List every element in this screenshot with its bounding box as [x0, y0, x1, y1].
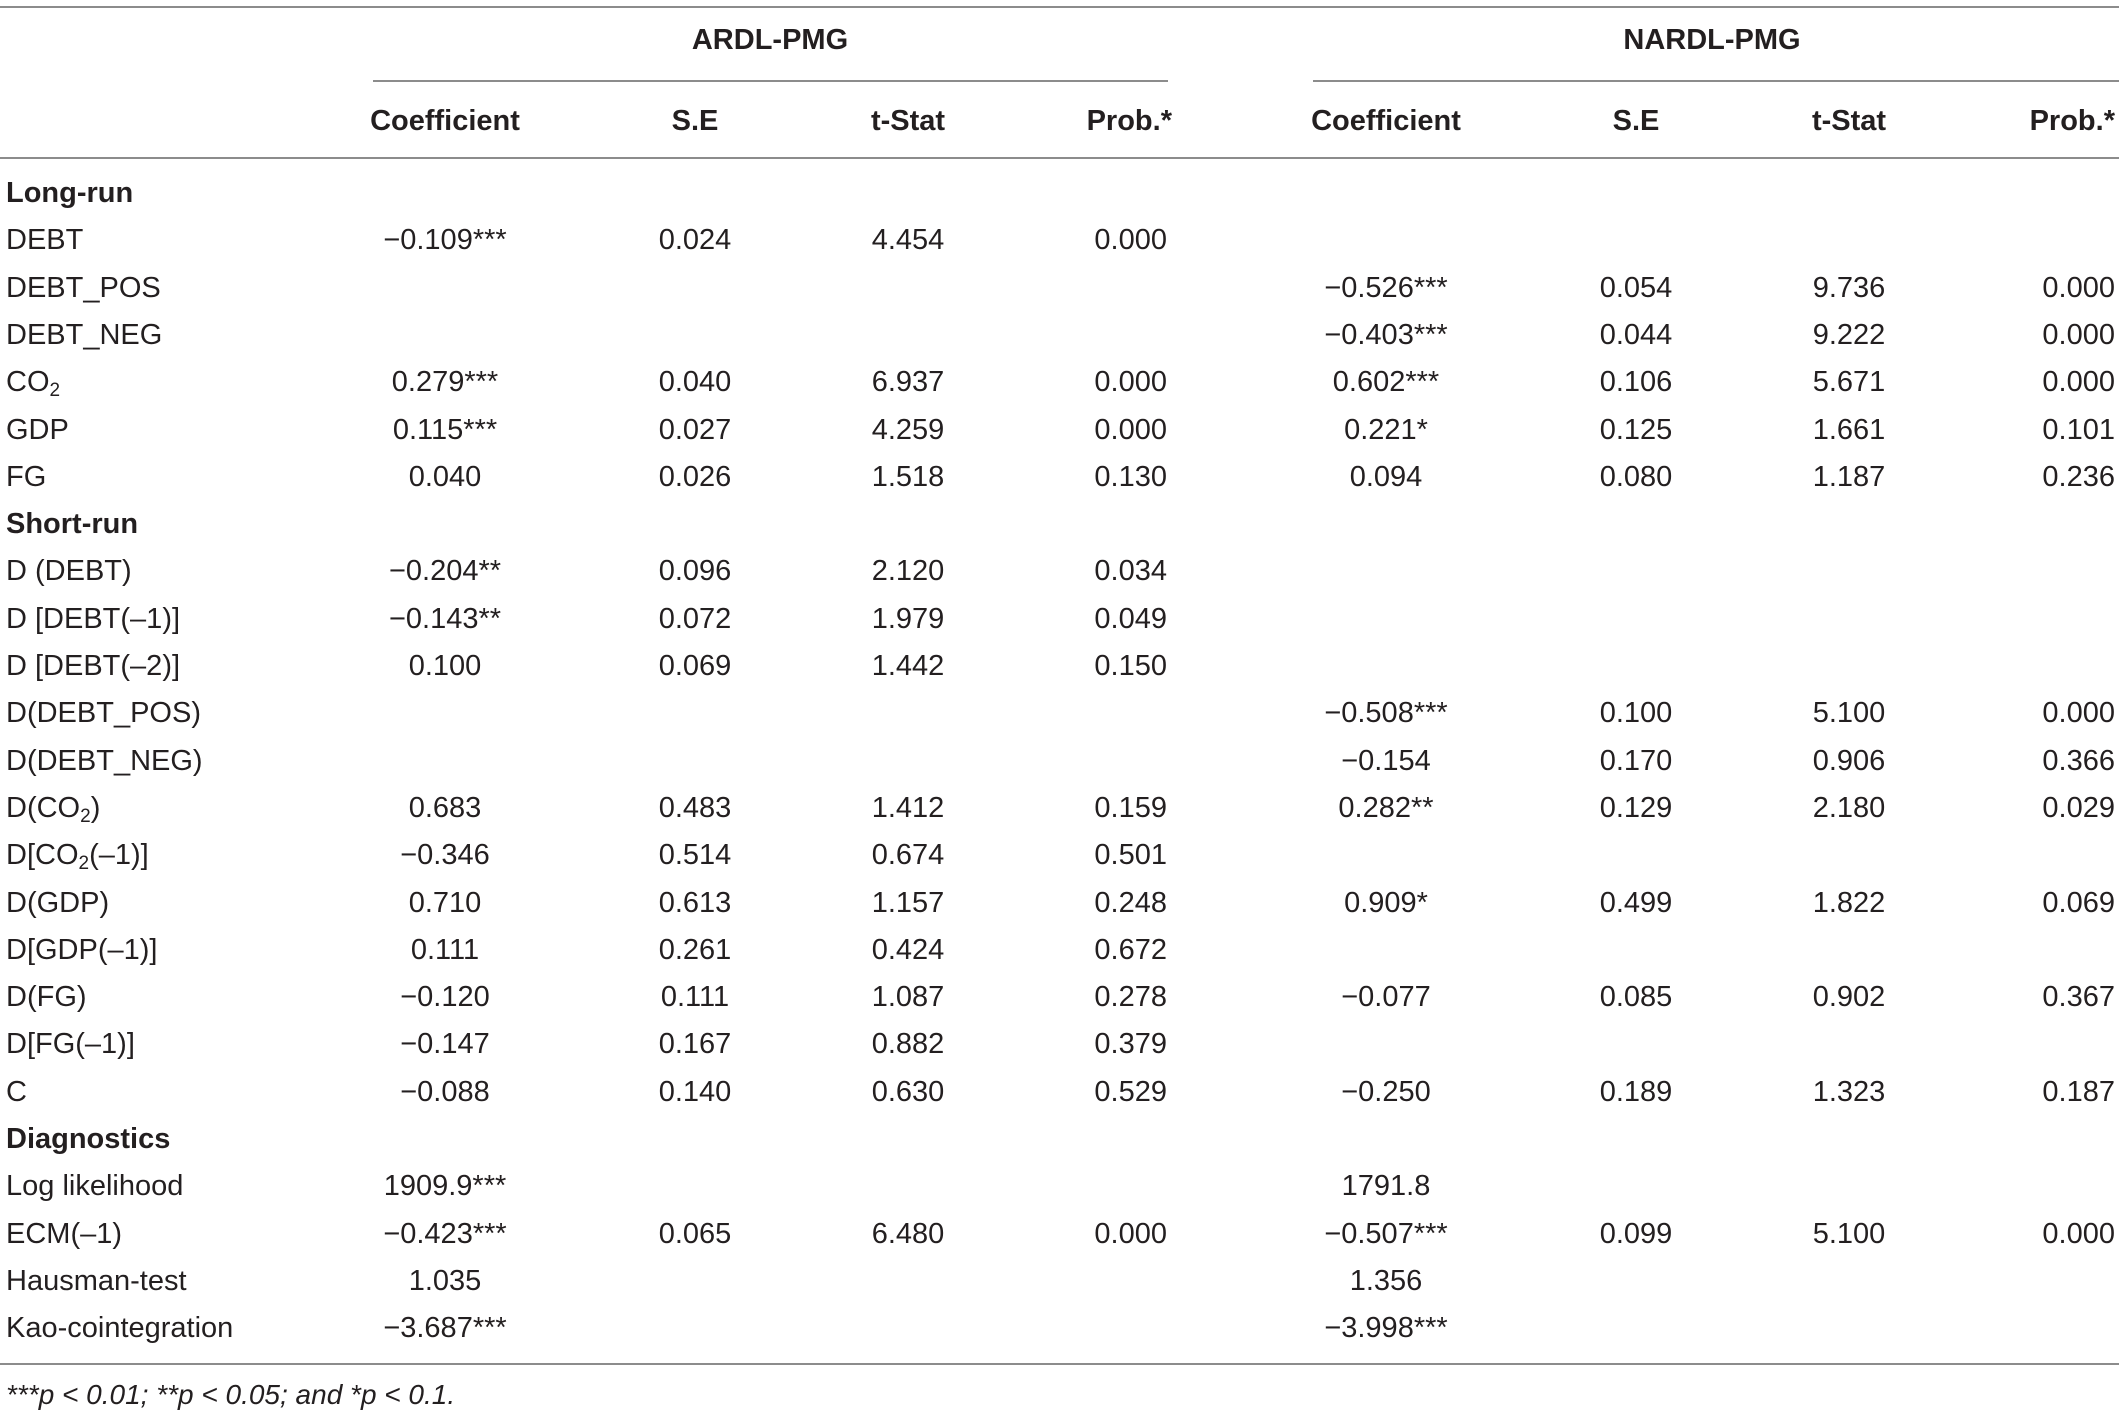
nardl-cell: −0.507*** [1324, 1217, 1448, 1250]
ardl-cell: 0.514 [658, 839, 732, 872]
row-label: D [DEBT(–2)] [6, 650, 181, 682]
row-label: DEBT_NEG [6, 318, 163, 351]
ardl-cell: 0.111 [410, 933, 480, 966]
nardl-cell: 5.100 [1812, 697, 1886, 730]
nardl-cell: 0.221* [1344, 413, 1428, 446]
row-label: D(DEBT_POS) [6, 697, 201, 730]
ardl-cell: 0.674 [871, 839, 945, 872]
ardl-cell: 0.710 [408, 886, 482, 919]
nardl-cell: −0.403*** [1324, 318, 1448, 351]
nardl-cell: 9.736 [1812, 271, 1886, 304]
nardl-cell: −0.154 [1341, 744, 1431, 777]
ardl-cell: −3.687*** [383, 1312, 507, 1345]
ardl-cell: 1.035 [408, 1264, 482, 1297]
ardl-cell: 0.529 [1094, 1075, 1167, 1108]
row-label [6, 838, 149, 875]
nardl-cell: 1.822 [1812, 886, 1886, 919]
ardl-cell: 0.040 [408, 460, 482, 493]
nardl-cell: 0.080 [1599, 460, 1673, 493]
row-label [6, 365, 61, 402]
ardl-cell: 0.261 [658, 933, 732, 966]
nardl-cell: 0.125 [1599, 413, 1673, 446]
row-label: D(FG) [6, 981, 87, 1014]
group-rule-nardl [1313, 80, 2119, 82]
ardl-cell: 0.111 [660, 981, 730, 1014]
ardl-cell: 0.140 [658, 1075, 732, 1108]
nardl-cell: 0.909* [1344, 886, 1428, 919]
ardl-cell: −0.346 [400, 839, 490, 872]
ardl-cell: −0.088 [400, 1075, 490, 1108]
row-label: D[FG(–1)] [6, 1028, 135, 1061]
nardl-cell: 0.106 [1599, 366, 1673, 399]
row-label: DEBT_POS [6, 271, 161, 304]
group-header-ardl: ARDL-PMG [691, 24, 849, 56]
nardl-cell: 1.187 [1812, 460, 1886, 493]
nardl-cell: 0.044 [1599, 318, 1673, 351]
ardl-cell: 1909.9*** [383, 1170, 507, 1203]
ardl-cell: 0.096 [658, 555, 732, 588]
nardl-cell: 5.671 [1812, 366, 1886, 399]
nardl-cell: 0.100 [1599, 697, 1673, 730]
top-rule [0, 6, 2119, 8]
row-label: GDP [6, 413, 69, 446]
col-header-nardl-prob: Prob.* [2029, 105, 2115, 137]
nardl-cell: 0.094 [1349, 460, 1423, 493]
nardl-cell: 0.129 [1599, 791, 1673, 824]
nardl-cell: −0.508*** [1324, 697, 1448, 730]
col-header-nardl-se: S.E [1612, 105, 1660, 137]
section-title: Diagnostics [6, 1123, 171, 1155]
nardl-cell: 0.602*** [1332, 366, 1440, 399]
ardl-cell: 1.087 [871, 981, 945, 1014]
ardl-cell: −0.204** [388, 555, 502, 588]
row-label: DEBT [6, 224, 84, 257]
nardl-cell: 1.323 [1812, 1075, 1886, 1108]
nardl-cell: 0.282** [1338, 791, 1434, 824]
ardl-cell: 0.379 [1094, 1028, 1167, 1061]
nardl-cell: 0.170 [1599, 744, 1673, 777]
col-header-ardl-se: S.E [671, 105, 719, 137]
nardl-cell: −0.077 [1341, 981, 1431, 1014]
header-rule [0, 157, 2119, 159]
nardl-cell: 0.367 [2042, 981, 2115, 1014]
ardl-cell: 0.130 [1094, 460, 1167, 493]
nardl-cell: 0.054 [1599, 271, 1673, 304]
ardl-cell: 1.157 [871, 886, 945, 919]
ardl-cell: 0.000 [1094, 224, 1167, 257]
nardl-cell: 0.000 [2042, 271, 2115, 304]
ardl-cell: −0.423*** [383, 1217, 507, 1250]
ardl-cell: 0.882 [871, 1028, 945, 1061]
nardl-cell: 0.085 [1599, 981, 1673, 1014]
nardl-cell: 2.180 [1812, 791, 1886, 824]
nardl-cell: 0.000 [2042, 318, 2115, 351]
nardl-cell: 0.069 [2042, 886, 2115, 919]
footnote: ***p < 0.01; **p < 0.05; and *p < 0.1. [6, 1379, 456, 1410]
ardl-cell: 0.040 [658, 366, 732, 399]
ardl-cell: 0.279*** [391, 366, 499, 399]
ardl-cell: 6.480 [871, 1217, 945, 1250]
row-label: D (DEBT) [6, 555, 132, 588]
col-header-ardl-tstat: t-Stat [870, 105, 946, 137]
ardl-cell: 1.518 [871, 460, 945, 493]
ardl-cell: 2.120 [871, 555, 945, 588]
section-title: Long-run [6, 177, 134, 209]
ardl-cell: 0.000 [1094, 366, 1167, 399]
nardl-cell: 0.000 [2042, 1217, 2115, 1250]
nardl-cell: 1.661 [1812, 413, 1886, 446]
row-label: D(GDP) [6, 886, 110, 919]
ardl-cell: 4.454 [871, 224, 945, 257]
row-label-subscript: 2 [78, 853, 90, 875]
ardl-cell: 0.630 [871, 1075, 945, 1108]
nardl-cell: 1791.8 [1341, 1170, 1431, 1203]
ardl-cell: 0.049 [1094, 602, 1167, 635]
nardl-cell: −0.526*** [1324, 271, 1448, 304]
row-label [6, 791, 100, 825]
ardl-cell: 0.248 [1094, 886, 1167, 919]
ardl-cell: 0.115*** [392, 413, 498, 446]
ardl-cell: 0.672 [1094, 933, 1167, 966]
nardl-cell: 1.356 [1349, 1264, 1423, 1297]
col-header-nardl-tstat: t-Stat [1811, 105, 1887, 137]
ardl-cell: 0.278 [1094, 981, 1167, 1014]
nardl-cell: 0.029 [2042, 791, 2115, 824]
ardl-cell: 0.683 [408, 791, 482, 824]
section-title: Short-run [6, 508, 139, 541]
ardl-cell: 6.937 [871, 366, 945, 399]
nardl-cell: −0.250 [1341, 1075, 1431, 1108]
nardl-cell: 0.101 [2042, 413, 2115, 446]
nardl-cell: 5.100 [1812, 1217, 1886, 1250]
ardl-cell: −0.147 [400, 1028, 490, 1061]
nardl-cell: 0.499 [1599, 886, 1673, 919]
row-label-part: CO [6, 366, 50, 399]
row-label-part: D[CO [6, 839, 79, 872]
row-label: Hausman-test [6, 1264, 187, 1297]
ardl-cell: 0.072 [658, 602, 732, 635]
ardl-cell: 0.424 [871, 933, 945, 966]
nardl-cell: 0.099 [1599, 1217, 1673, 1250]
row-label-part: ) [90, 791, 101, 824]
group-header-nardl: NARDL-PMG [1623, 24, 1801, 56]
row-label: D[GDP(–1)] [6, 933, 158, 966]
nardl-cell: 0.000 [2042, 697, 2115, 730]
ardl-cell: 0.613 [658, 886, 732, 919]
nardl-cell: 0.000 [2042, 366, 2115, 399]
row-label-part: D(CO [6, 791, 81, 824]
row-label: D [DEBT(–1)] [6, 602, 181, 635]
ardl-cell: 0.167 [658, 1028, 732, 1061]
ardl-cell: 0.026 [658, 460, 732, 493]
ardl-cell: 0.069 [658, 650, 732, 682]
bottom-rule [0, 1363, 2119, 1365]
nardl-cell: 0.906 [1812, 744, 1886, 777]
ardl-cell: 1.412 [871, 791, 945, 824]
ardl-cell: 0.065 [658, 1217, 732, 1250]
ardl-cell: 0.100 [408, 650, 482, 682]
row-label: D(DEBT_NEG) [6, 744, 203, 777]
row-label: FG [6, 460, 47, 493]
nardl-cell: 0.236 [2042, 460, 2115, 493]
col-header-nardl-coefficient: Coefficient [1311, 105, 1461, 137]
ardl-cell: 1.442 [871, 650, 945, 682]
ardl-cell: 0.159 [1094, 791, 1167, 824]
row-label-subscript: 2 [49, 380, 61, 402]
row-label: Log likelihood [6, 1170, 184, 1203]
ardl-cell: 1.979 [871, 602, 945, 635]
col-header-ardl-coefficient: Coefficient [370, 105, 520, 137]
ardl-cell: 0.501 [1094, 839, 1167, 872]
ardl-cell: 0.024 [658, 224, 732, 257]
ardl-cell: −0.120 [400, 981, 490, 1014]
ardl-cell: 4.259 [871, 413, 945, 446]
row-label: C [6, 1075, 27, 1108]
row-label: ECM(–1) [6, 1217, 123, 1250]
row-label-subscript: 2 [80, 805, 91, 827]
nardl-cell: 0.902 [1812, 981, 1886, 1014]
nardl-cell: 0.366 [2042, 744, 2115, 777]
ardl-cell: −0.143** [388, 602, 502, 635]
col-header-ardl-prob: Prob.* [1086, 105, 1172, 137]
nardl-cell: 0.189 [1599, 1075, 1673, 1108]
row-label: Kao-cointegration [6, 1312, 234, 1345]
ardl-cell: 0.483 [658, 791, 732, 824]
nardl-cell: 9.222 [1812, 318, 1886, 351]
ardl-cell: 0.034 [1094, 555, 1167, 588]
ardl-cell: 0.150 [1094, 650, 1167, 682]
nardl-cell: 0.187 [2042, 1075, 2115, 1108]
ardl-cell: 0.000 [1094, 1217, 1167, 1250]
group-rule-ardl [373, 80, 1168, 82]
ardl-cell: −0.109*** [383, 224, 507, 257]
ardl-cell: 0.027 [658, 413, 732, 446]
row-label-part: (–1)] [89, 839, 149, 872]
nardl-cell: −3.998*** [1324, 1312, 1448, 1345]
ardl-cell: 0.000 [1094, 413, 1167, 446]
